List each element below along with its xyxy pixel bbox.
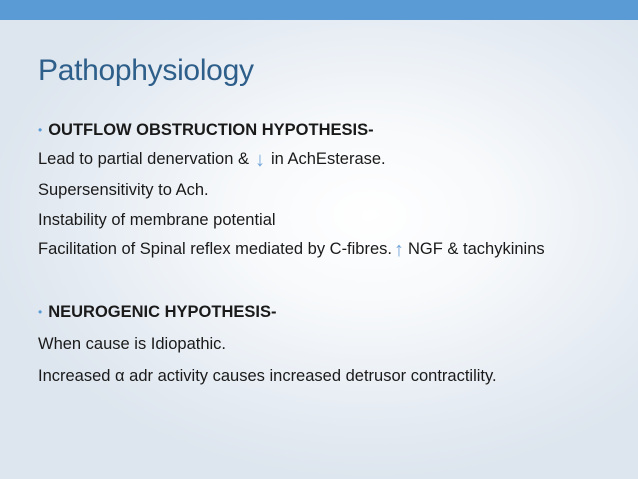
down-arrow-icon: ↓ <box>254 149 265 171</box>
up-arrow-icon: ↑ <box>394 239 404 261</box>
bullet-outflow-obstruction <box>38 120 374 141</box>
outflow-line-instability: Instability of membrane potential <box>38 211 276 229</box>
neurogenic-line-alpha-adr: Increased α adr activity causes increased detrusor contractility. <box>38 367 497 385</box>
outflow-line-denervation <box>38 148 386 169</box>
top-accent-bar <box>0 0 638 20</box>
bullet-icon: • <box>38 123 43 137</box>
facilitation-text: Facilitation of Spinal reflex mediated by C-fibres. <box>38 240 392 258</box>
neurogenic-line-idiopathic: When cause is Idiopathic. <box>38 335 227 353</box>
ngf-text: NGF & tachykinins <box>408 240 545 258</box>
bullet-neurogenic <box>38 302 276 323</box>
outflow-line-facilitation <box>38 238 545 259</box>
slide-title: Pathophysiology <box>38 54 254 87</box>
neurogenic-heading: NEUROGENIC HYPOTHESIS- <box>48 303 277 321</box>
outflow-heading: OUTFLOW OBSTRUCTION HYPOTHESIS- <box>48 121 374 139</box>
denervation-text: Lead to partial denervation & <box>38 150 249 168</box>
bullet-icon: • <box>38 305 43 319</box>
achesterase-text: in AchEsterase. <box>270 150 386 168</box>
outflow-line-supersensitivity: Supersensitivity to Ach. <box>38 181 209 199</box>
